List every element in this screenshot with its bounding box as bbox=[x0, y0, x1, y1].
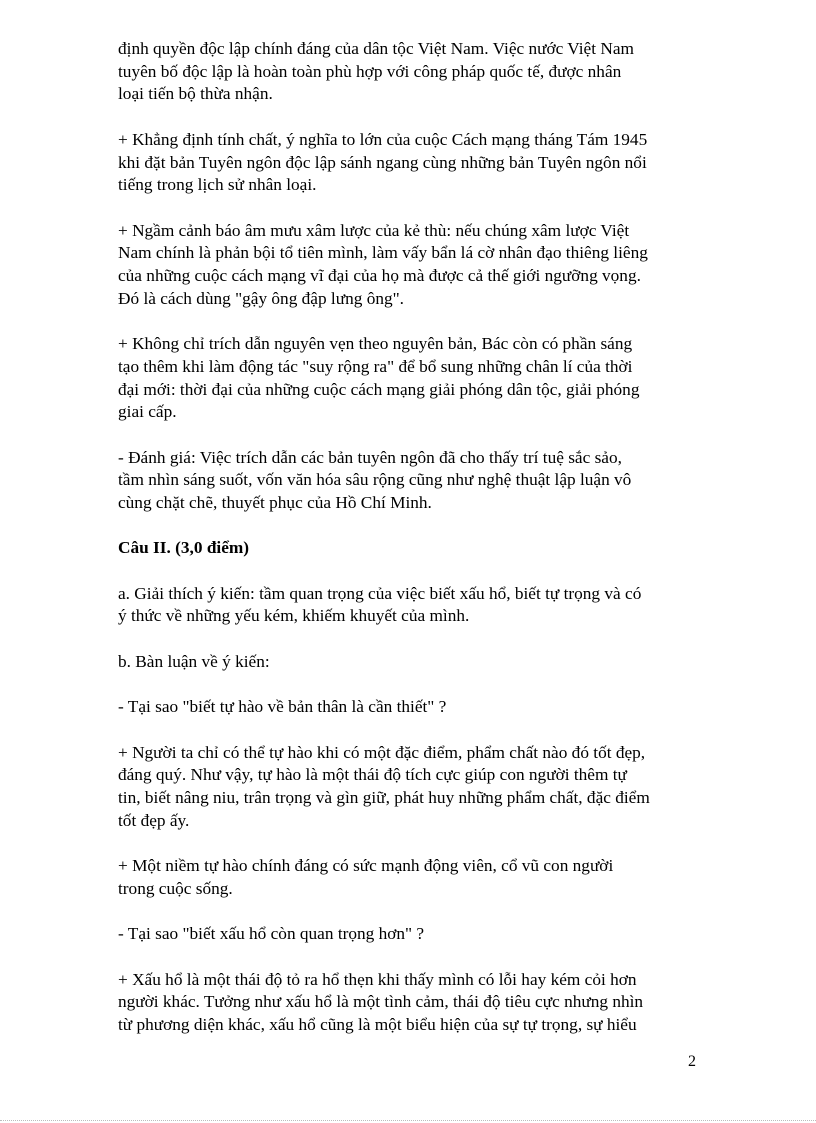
text-line: + Một niềm tự hào chính đáng có sức mạnh động viên, cổ vũ con người bbox=[118, 856, 614, 876]
paragraph bbox=[118, 333, 708, 424]
text-line: loại tiến bộ thừa nhận. bbox=[118, 84, 273, 104]
text-line: tạo thêm khi làm động tác "suy rộng ra" để bổ sung những chân lí của thời bbox=[118, 356, 633, 376]
text-line: b. Bàn luận về ý kiến: bbox=[118, 651, 270, 671]
paragraph bbox=[118, 220, 708, 311]
paragraph bbox=[118, 583, 708, 628]
paragraph bbox=[118, 651, 708, 674]
text-line: Nam chính là phản bội tổ tiên mình, làm vấy bẩn lá cờ nhân đạo thiêng liêng bbox=[118, 243, 648, 263]
paragraph bbox=[118, 696, 708, 719]
text-line: ý thức về những yếu kém, khiếm khuyết của mình. bbox=[118, 606, 470, 626]
text-line: + Xấu hổ là một thái độ tỏ ra hổ thẹn khi thấy mình có lỗi hay kém cỏi hơn bbox=[118, 969, 637, 989]
page-number: 2 bbox=[688, 1053, 696, 1070]
paragraph bbox=[118, 923, 708, 946]
text-line: khi đặt bản Tuyên ngôn độc lập sánh ngang cùng những bản Tuyên ngôn nổi bbox=[118, 152, 647, 172]
text-line: - Tại sao "biết xấu hổ còn quan trọng hơn" ? bbox=[118, 924, 425, 944]
text-line: Đó là cách dùng "gậy ông đập lưng ông". bbox=[118, 288, 404, 308]
paragraph bbox=[118, 969, 708, 1037]
page-bottom-edge bbox=[0, 1120, 816, 1121]
page-body bbox=[118, 38, 708, 1059]
text-line: cùng chặt chẽ, thuyết phục của Hồ Chí Minh. bbox=[118, 493, 432, 512]
text-line: của những cuộc cách mạng vĩ đại của họ mà được cả thế giới ngưỡng vọng. bbox=[118, 266, 641, 285]
paragraph bbox=[118, 38, 708, 106]
text-line: + Khẳng định tính chất, ý nghĩa to lớn của cuộc Cách mạng tháng Tám 1945 bbox=[118, 129, 648, 149]
text-line: + Ngầm cảnh báo âm mưu xâm lược của kẻ thù: nếu chúng xâm lược Việt bbox=[118, 220, 630, 240]
text-line: tốt đẹp ấy. bbox=[118, 810, 190, 830]
text-line: trong cuộc sống. bbox=[118, 878, 233, 898]
text-line: tin, biết nâng niu, trân trọng và gìn giữ, phát huy những phẩm chất, đặc điểm bbox=[118, 788, 650, 808]
text-line: đáng quý. Như vậy, tự hào là một thái độ tích cực giúp con người thêm tự bbox=[118, 765, 627, 785]
text-line: đại mới: thời đại của những cuộc cách mạng giải phóng dân tộc, giải phóng bbox=[118, 379, 640, 399]
text-line: người khác. Tưởng như xấu hổ là một tình cảm, thái độ tiêu cực nhưng nhìn bbox=[118, 992, 644, 1012]
text-line: Câu II. (3,0 điểm) bbox=[118, 538, 250, 558]
section-heading bbox=[118, 537, 708, 560]
paragraph bbox=[118, 855, 708, 900]
text-line: - Đánh giá: Việc trích dẫn các bản tuyên ngôn đã cho thấy trí tuệ sắc sảo, bbox=[118, 447, 622, 467]
text-line: giai cấp. bbox=[118, 402, 177, 422]
paragraph bbox=[118, 129, 708, 197]
text-line: + Không chỉ trích dẫn nguyên vẹn theo nguyên bản, Bác còn có phần sáng bbox=[118, 334, 633, 354]
text-line: - Tại sao "biết tự hào về bản thân là cần thiết" ? bbox=[118, 697, 447, 717]
paragraph bbox=[118, 447, 708, 515]
text-line: từ phương diện khác, xấu hổ cũng là một biểu hiện của sự tự trọng, sự hiểu bbox=[118, 1015, 637, 1035]
text-line: tầm nhìn sáng suốt, vốn văn hóa sâu rộng cũng như nghệ thuật lập luận vô bbox=[118, 470, 632, 490]
text-line: tuyên bố độc lập là hoàn toàn phù hợp với công pháp quốc tế, được nhân bbox=[118, 61, 622, 81]
paragraph bbox=[118, 742, 708, 833]
text-line: định quyền độc lập chính đáng của dân tộc Việt Nam. Việc nước Việt Nam bbox=[118, 39, 634, 58]
text-line: + Người ta chỉ có thể tự hào khi có một đặc điểm, phẩm chất nào đó tốt đẹp, bbox=[118, 742, 646, 762]
text-line: a. Giải thích ý kiến: tầm quan trọng của việc biết xấu hổ, biết tự trọng và có bbox=[118, 583, 642, 603]
text-line: tiếng trong lịch sử nhân loại. bbox=[118, 175, 317, 195]
